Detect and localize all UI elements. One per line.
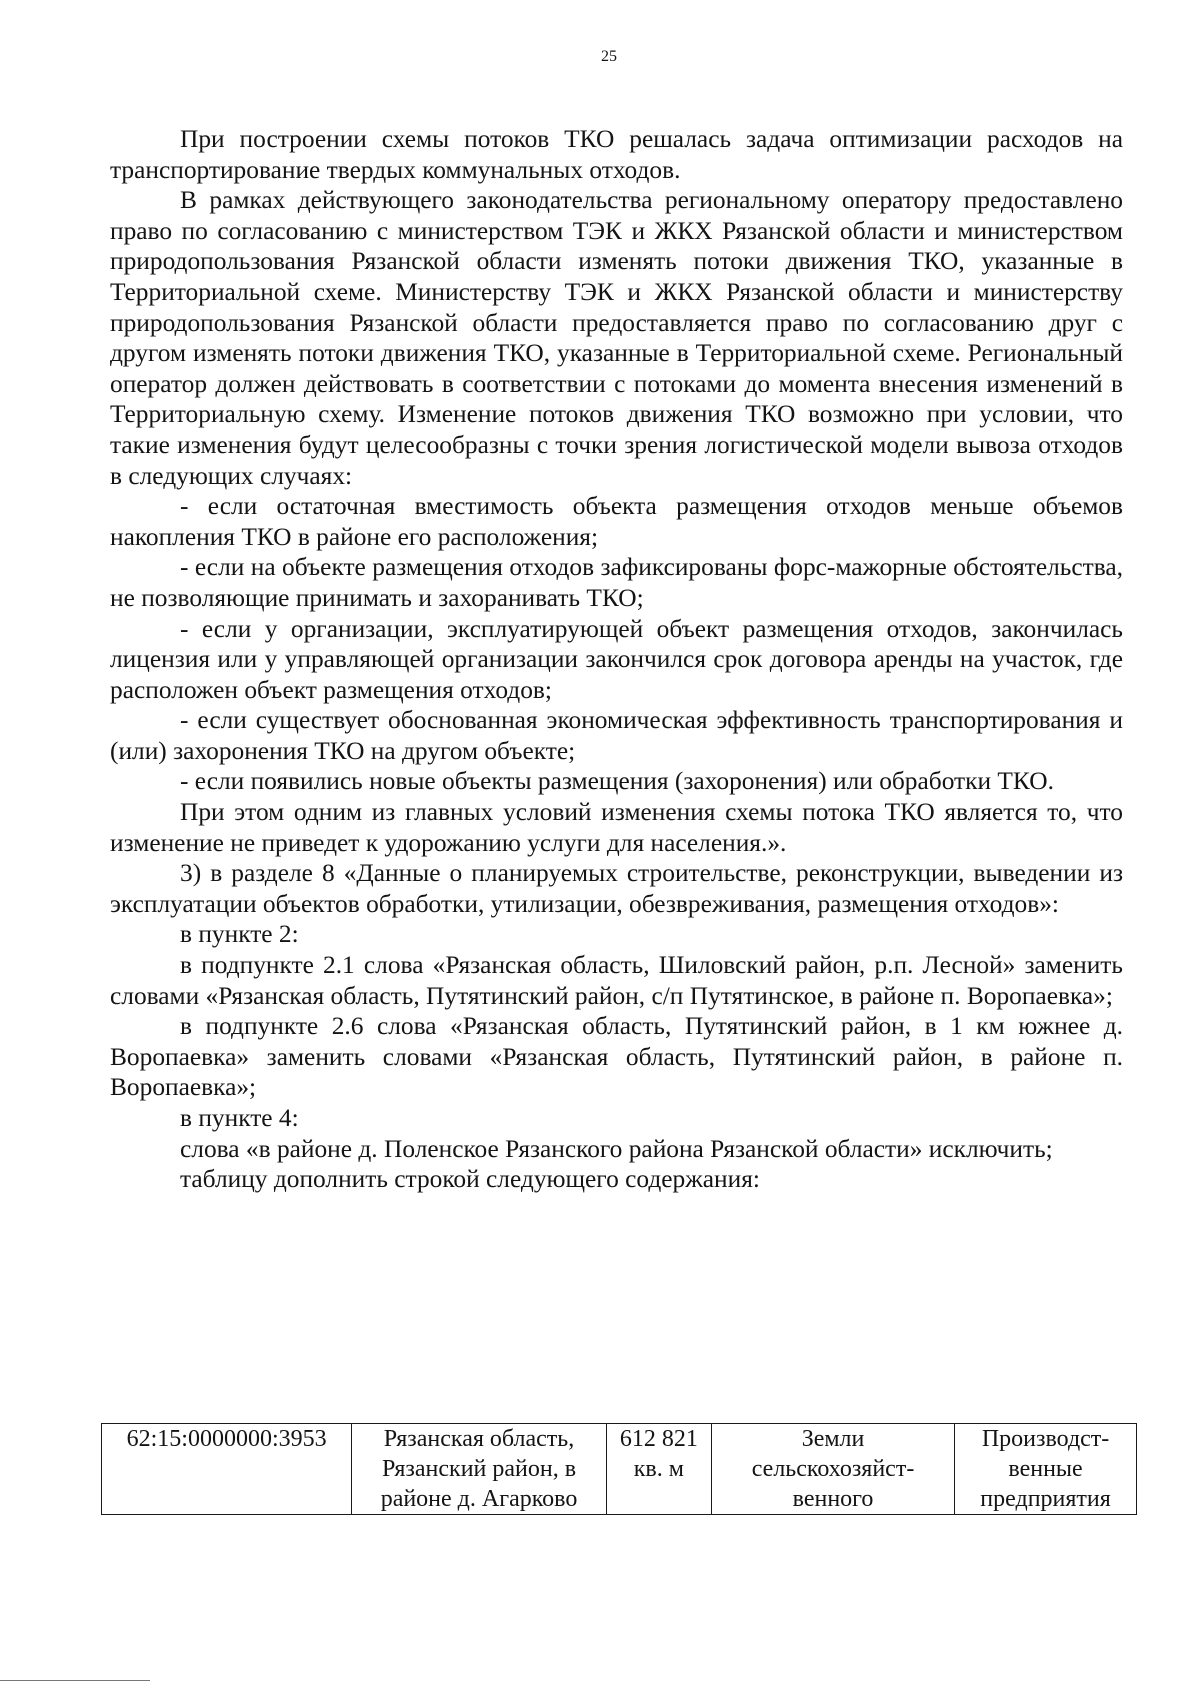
land-category-cell: Земли сельскохозяйст-венного xyxy=(711,1424,954,1515)
land-table xyxy=(101,1423,1137,1515)
paragraph-2: В рамках действующего законодательства региональному оператору предоставлено право по согласованию с министерством ТЭК и ЖКХ Рязанской области и министерством природопользования Рязанской области изменять потоки движения ТКО, указанные в Территориальной схеме. Министерству ТЭК и ЖКХ Рязанской области и министерству природопользования Рязанской области предоставляется право по согласованию друг с другом изменять потоки движения ТКО, указанные в Территориальной схеме. Региональный оператор должен действовать в соответствии с потоками до момента внесения изменений в Территориальную схему. Изменение потоков движения ТКО возможно при условии, что такие изменения будут целесообразны с точки зрения логистической модели вывоза отходов в следующих случаях: xyxy=(110,186,1123,490)
paragraph-4: - если на объекте размещения отходов зафиксированы форс-мажорные обстоятельства, не позволяющие принимать и захоранивать ТКО; xyxy=(110,553,1123,612)
paragraph-3: - если остаточная вместимость объекта размещения отходов меньше объемов накопления ТКО в районе его расположения; xyxy=(110,492,1123,551)
document-body xyxy=(110,124,1123,1195)
paragraph-10: в пункте 2: xyxy=(180,920,299,949)
table-row xyxy=(102,1424,1137,1515)
purpose-cell: Производст-венные предприятия xyxy=(955,1424,1137,1515)
paragraph-9: 3) в разделе 8 «Данные о планируемых строительстве, реконструкции, выведении из эксплуатации объектов обработки, утилизации, обезвреживания, размещения отходов»: xyxy=(110,859,1123,918)
paragraph-8: При этом одним из главных условий изменения схемы потока ТКО является то, что изменение не приведет к удорожанию услуги для населения.». xyxy=(110,798,1123,857)
paragraph-6: - если существует обоснованная экономическая эффективность транспортирования и (или) захоронения ТКО на другом объекте; xyxy=(110,706,1123,765)
paragraph-14: слова «в районе д. Поленское Рязанского района Рязанской области» исключить; xyxy=(180,1134,1053,1163)
paragraph-15: таблицу дополнить строкой следующего содержания: xyxy=(180,1165,760,1194)
location-cell: Рязанская область, Рязанский район, в районе д. Агарково xyxy=(352,1424,606,1515)
cadastral-number-cell: 62:15:0000000:3953 xyxy=(102,1424,352,1515)
paragraph-11: в подпункте 2.1 слова «Рязанская область, Шиловский район, р.п. Лесной» заменить словами «Рязанская область, Путятинский район, с/п Путятинское, в районе п. Воропаевка»; xyxy=(110,951,1123,1010)
area-cell: 612 821 кв. м xyxy=(606,1424,711,1515)
paragraph-1: При построении схемы потоков ТКО решалась задача оптимизации расходов на транспортирование твердых коммунальных отходов. xyxy=(110,125,1123,184)
land-table-container xyxy=(101,1423,1137,1515)
paragraph-13: в пункте 4: xyxy=(180,1104,299,1132)
scan-artifact-line xyxy=(0,1680,150,1681)
paragraph-12: в подпункте 2.6 слова «Рязанская область, Путятинский район, в 1 км южнее д. Воропаевка» заменить словами «Рязанская область, Путятинский район, в районе п. Воропаевка»; xyxy=(110,1012,1123,1102)
page-number: 25 xyxy=(601,48,617,65)
paragraph-7: - если появились новые объекты размещения (захоронения) или обработки ТКО. xyxy=(180,767,1054,796)
paragraph-5: - если у организации, эксплуатирующей объект размещения отходов, закончилась лицензия или у управляющей организации закончился срок договора аренды на участок, где расположен объект размещения отходов; xyxy=(110,614,1123,704)
